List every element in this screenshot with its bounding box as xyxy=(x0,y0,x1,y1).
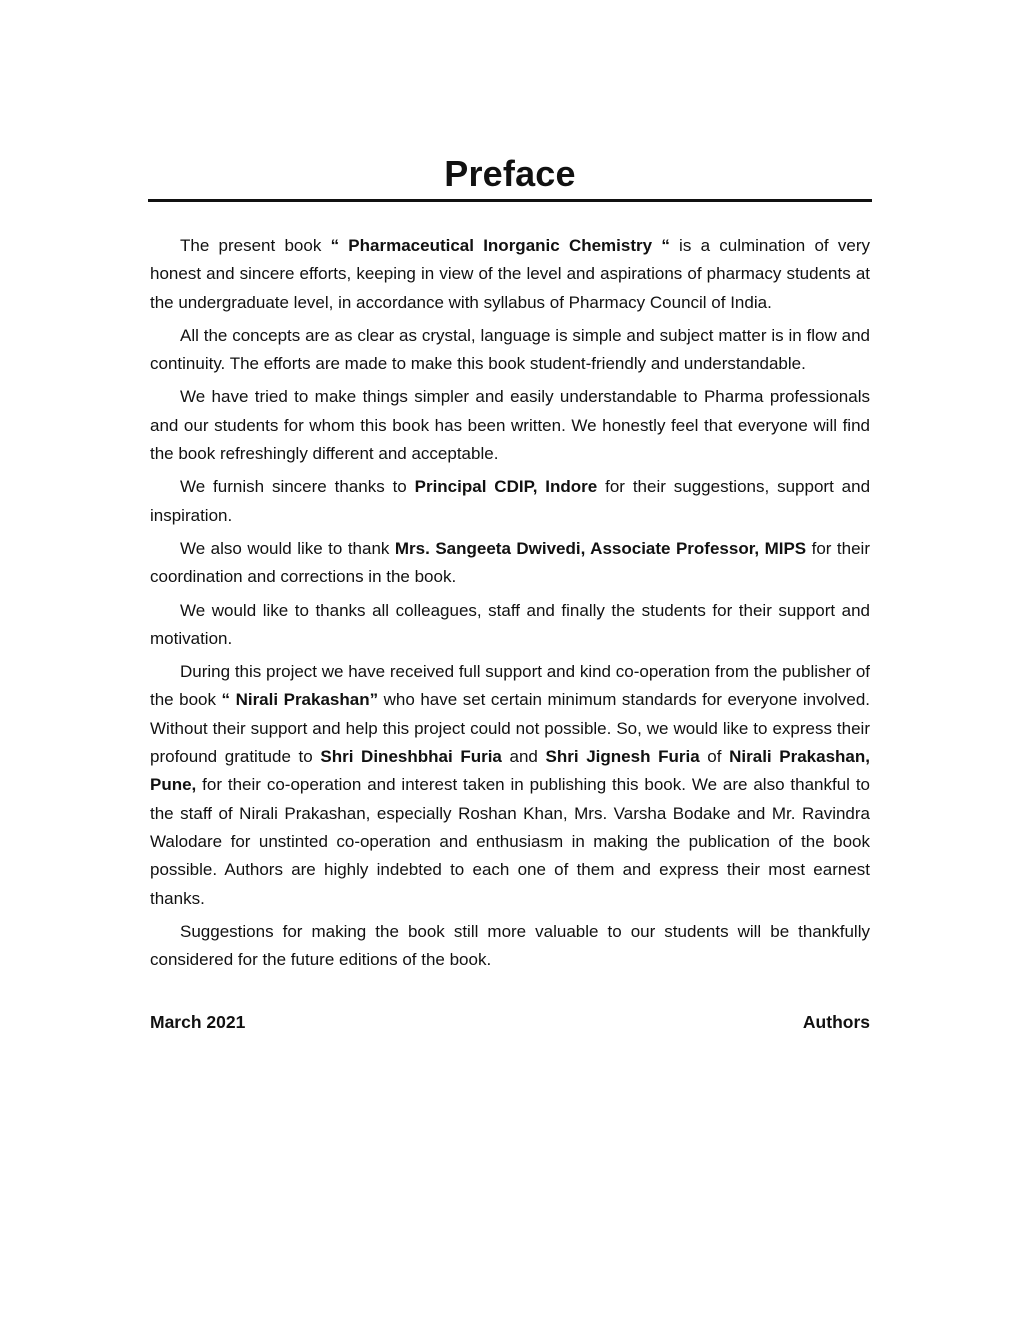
paragraph-text: and xyxy=(501,747,546,767)
bold-text: Principal CDIP, Indore xyxy=(414,477,598,497)
paragraph-text: The present book xyxy=(180,236,331,255)
paragraph-text: During this project we have received full support and kind co-operation from the publisher of the book xyxy=(150,662,870,710)
paragraph-text: We furnish sincere thanks to xyxy=(180,477,415,497)
preface-page xyxy=(148,150,872,1033)
paragraph-text: All the concepts are as clear as crystal, language is simple and subject matter is in flow and continuity. The efforts are made to make this book student-friendly and understandable. xyxy=(150,325,870,374)
preface-paragraph xyxy=(150,473,870,530)
footer-date: March 2021 xyxy=(150,1012,246,1033)
paragraph-text: We also would like to thank xyxy=(180,538,395,558)
paragraph-text: of xyxy=(699,747,730,767)
paragraph-text: for their co-operation and interest taken in publishing this book. We are also thankful to the staff of Nirali Prakashan, especially Roshan Khan, Mrs. Varsha Bodake and Mr. Ravindra Walodare for unstinted co-operation and enthusiasm in making the publication of the book possible. Authors are highly indebted to each one of them and express their most earnest thanks. xyxy=(150,775,870,908)
bold-text: Nirali Prakashan, Pune, xyxy=(150,747,870,795)
bold-text: Shri Dineshbhai Furia xyxy=(320,747,502,767)
preface-paragraph xyxy=(150,918,870,975)
bold-text: “ Nirali Prakashan” xyxy=(221,690,379,710)
preface-paragraph xyxy=(150,232,870,317)
preface-paragraph xyxy=(150,535,870,592)
preface-footer xyxy=(148,1012,872,1033)
paragraph-text: We have tried to make things simpler and easily understandable to Pharma professionals and our students for whom this book has been written. We honestly feel that everyone will find the book refreshingly different and acceptable. xyxy=(150,387,870,464)
title-underline xyxy=(148,199,872,202)
preface-paragraph xyxy=(150,383,870,468)
paragraph-text: Suggestions for making the book still more valuable to our students will be thankfully considered for the future editions of the book. xyxy=(150,921,870,970)
preface-paragraph xyxy=(150,597,870,654)
bold-text: Mrs. Sangeeta Dwivedi, Associate Professor, MIPS xyxy=(394,538,807,558)
bold-text: “ Pharmaceutical Inorganic Chemistry “ xyxy=(330,236,670,255)
preface-paragraph xyxy=(150,658,870,913)
paragraph-text: We would like to thanks all colleagues, staff and finally the students for their support and motivation. xyxy=(150,600,870,648)
paragraph-text: for their coordination and corrections in the book. xyxy=(150,538,870,587)
paragraph-text: who have set certain minimum standards for everyone involved. Without their support and help this project could not possible. So, we would like to express their profound gratitude to xyxy=(150,690,871,767)
paragraph-text: for their suggestions, support and inspiration. xyxy=(150,477,871,525)
preface-paragraph xyxy=(150,322,870,379)
paragraph-text: is a culmination of very honest and sincere efforts, keeping in view of the level and aspirations of pharmacy students at the undergraduate level, in accordance with syllabus of Pharmacy Council of India. xyxy=(150,236,871,312)
preface-body xyxy=(148,232,872,974)
page-title: Preface xyxy=(444,153,576,194)
bold-text: Shri Jignesh Furia xyxy=(545,747,700,767)
footer-signature: Authors xyxy=(802,1012,870,1033)
